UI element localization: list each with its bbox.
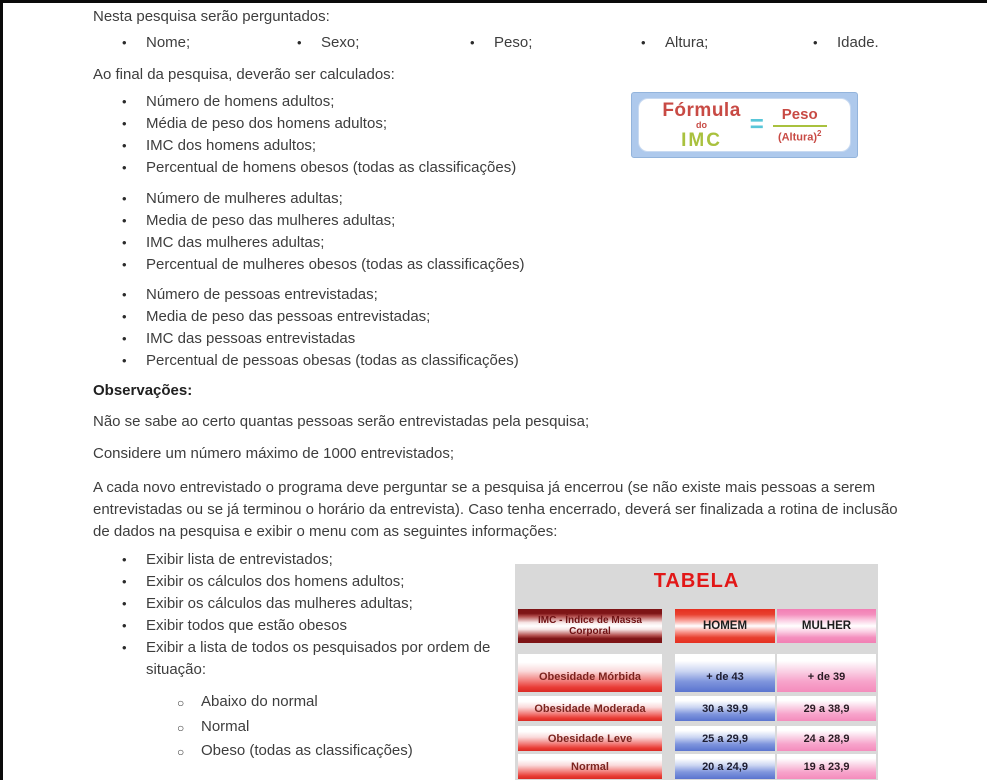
table-row-label: Obesidade Moderada [518, 696, 662, 721]
list-item: • Média de peso dos homens adultos; [122, 113, 516, 135]
calc-intro-text: Ao final da pesquisa, deverão ser calculados: [93, 66, 395, 83]
list-item: • Exibir os cálculos das mulheres adultas; [122, 593, 528, 615]
equals-sign: = [749, 111, 764, 138]
list-item: • Percentual de homens obesos (todas as classificações) [122, 157, 516, 179]
field-item-nome: • Nome; [122, 34, 191, 51]
imc-formula-inner [638, 98, 851, 152]
field-item-peso: • Peso; [470, 34, 533, 51]
table-title: TABELA [653, 570, 740, 592]
fraction-denominator: (Altura)$^2$ [777, 128, 822, 144]
bullet-icon: • [122, 191, 127, 206]
formula-label-block [662, 101, 740, 150]
column-header-imc: IMC - Índice de Massa Corporal [518, 609, 662, 643]
list-item: • Exibir lista de entrevistados; [122, 549, 528, 571]
list-item: • Número de pessoas entrevistadas; [122, 284, 519, 306]
circle-bullet-icon: ○ [177, 745, 185, 759]
field-item-altura: • Altura; [641, 34, 709, 51]
table-row-label: Obesidade Mórbida [518, 654, 662, 692]
formula-word: Fórmula [662, 99, 741, 121]
list-item: • IMC dos homens adultos; [122, 135, 516, 157]
intro-text: Nesta pesquisa serão perguntados: [93, 8, 330, 25]
calc-list-mulheres [122, 188, 525, 276]
bullet-icon: • [122, 213, 127, 228]
bullet-icon: • [122, 35, 127, 50]
list-item: ○ Normal [177, 715, 413, 740]
list-item: • IMC das pessoas entrevistadas [122, 328, 519, 350]
circle-bullet-icon: ○ [177, 696, 185, 710]
exponent: 2 [817, 128, 822, 138]
bullet-icon: • [122, 116, 127, 131]
column-header-mulher: MULHER [777, 609, 876, 643]
list-item: • Media de peso das mulheres adultas; [122, 210, 525, 232]
table-cell-homem: 25 a 29,9 [675, 726, 775, 751]
field-item-sexo: • Sexo; [297, 34, 360, 51]
bullet-icon: • [122, 287, 127, 302]
field-item-idade: • Idade. [813, 34, 879, 51]
table-row-label: Obesidade Leve [518, 726, 662, 751]
table-cell-mulher: 24 a 28,9 [777, 726, 876, 751]
table-row-label: Normal [518, 754, 662, 779]
formula-imc: IMC [681, 129, 722, 151]
list-item: • Exibir os cálculos dos homens adultos; [122, 571, 528, 593]
bullet-icon: • [122, 257, 127, 272]
table-cell-mulher: 19 a 23,9 [777, 754, 876, 779]
bullet-icon: • [122, 138, 127, 153]
bullet-icon: • [813, 35, 818, 50]
situation-sublist [177, 690, 413, 764]
calc-list-homens [122, 91, 516, 179]
bullet-icon: • [122, 353, 127, 368]
screen-edge-top [0, 0, 987, 3]
bullet-icon: • [122, 94, 127, 109]
menu-list [122, 549, 528, 681]
bullet-icon: • [122, 552, 127, 567]
calc-list-pessoas [122, 284, 519, 372]
formula-do: do [696, 119, 708, 130]
table-cell-mulher: + de 39 [777, 654, 876, 692]
observation-2: Considere um número máximo de 1000 entrevistados; [93, 445, 455, 462]
circle-bullet-icon: ○ [177, 720, 185, 735]
imc-formula-box [631, 92, 858, 158]
bullet-icon: • [122, 596, 127, 611]
bullet-icon: • [122, 618, 127, 633]
bullet-icon: • [297, 35, 302, 50]
list-item: • Número de mulheres adultas; [122, 188, 525, 210]
list-item: • IMC das mulheres adultas; [122, 232, 525, 254]
observation-3: A cada novo entrevistado o programa deve perguntar se a pesquisa já encerrou (se não existe mais pessoas a serem entrevistadas ou se já terminou o horário da entrevista). Caso tenha encerrado, deverá ser finalizada a rotina de inclusão de dados na pesquisa e exibir o menu com as seguintes informações: [93, 479, 898, 540]
screen-edge-left [0, 0, 3, 780]
table-cell-homem: 20 a 24,9 [675, 754, 775, 779]
observations-heading: Observações: [93, 382, 193, 399]
list-item: • Percentual de pessoas obesas (todas as classificações) [122, 350, 519, 372]
list-item: • Exibir a lista de todos os pesquisados por ordem de situação: [122, 639, 491, 678]
observation-1: Não se sabe ao certo quantas pessoas serão entrevistadas pela pesquisa; [93, 413, 590, 430]
list-item: • Media de peso das pessoas entrevistadas; [122, 306, 519, 328]
bullet-icon: • [122, 235, 127, 250]
column-header-homem: HOMEM [675, 609, 775, 643]
list-item: ○ Abaixo do normal [177, 690, 413, 715]
bullet-icon: • [122, 574, 127, 589]
imc-table-panel [515, 564, 878, 780]
bullet-icon: • [122, 160, 127, 175]
bullet-icon: • [122, 640, 127, 655]
formula-fraction [773, 107, 827, 144]
list-item: • Percentual de mulheres obesos (todas as classificações) [122, 254, 525, 276]
bullet-icon: • [122, 309, 127, 324]
bullet-icon: • [470, 35, 475, 50]
list-item: ○ Obeso (todas as classificações) [177, 739, 413, 764]
table-cell-homem: + de 43 [675, 654, 775, 692]
list-item: • Número de homens adultos; [122, 91, 516, 113]
bullet-icon: • [122, 331, 127, 346]
fraction-numerator: Peso [773, 107, 827, 127]
bullet-icon: • [641, 35, 646, 50]
list-item: • Exibir todos que estão obesos [122, 615, 528, 637]
table-cell-mulher: 29 a 38,9 [777, 696, 876, 721]
table-cell-homem: 30 a 39,9 [675, 696, 775, 721]
